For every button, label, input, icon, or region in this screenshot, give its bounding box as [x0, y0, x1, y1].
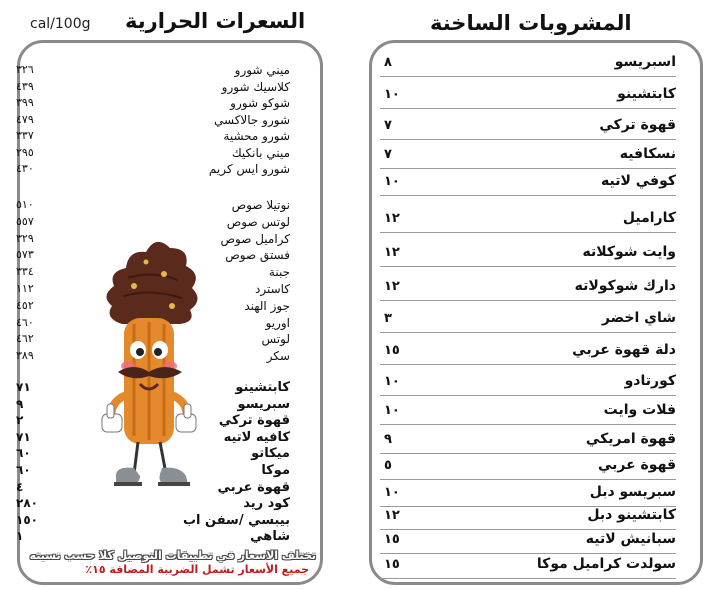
hot-drinks-title: المشروبات الساخنة	[430, 11, 632, 35]
drink-name: كاراميل	[622, 210, 676, 226]
calorie-item-value: ٥٧٣	[16, 248, 34, 262]
drink-price: ٨	[384, 55, 392, 70]
calorie-item-value: ٧١	[16, 429, 31, 444]
calorie-item-value: ٦٠	[16, 463, 31, 477]
delivery-price-note: تختلف الاسعار في تطبيقات التوصيل كلا حسب نسبته	[29, 549, 316, 562]
calorie-item-value: ١	[16, 529, 24, 544]
churro-mascot-illustration	[94, 226, 206, 496]
calorie-row	[0, 113, 290, 128]
drink-price: ١٥	[384, 343, 400, 358]
drink-name: قهوة عربي	[597, 457, 676, 473]
calorie-item-value: ٣٢٩	[16, 231, 34, 245]
calorie-row	[0, 63, 290, 78]
calorie-row	[0, 146, 290, 161]
drink-row	[380, 342, 676, 365]
calorie-item-value: ٥٥٧	[16, 214, 34, 228]
drink-row	[380, 86, 676, 109]
calorie-item-name: كود ريد	[243, 496, 290, 512]
drink-price: ١٠	[384, 374, 400, 389]
calorie-item-name: كاسترد	[254, 282, 290, 296]
calorie-item-value: ٣٩٩	[16, 96, 34, 109]
drink-name: كوفي لاتيه	[600, 173, 676, 189]
calorie-item-name: لوتس صوص	[226, 214, 290, 229]
calorie-item-value: ٤٣٩	[16, 79, 34, 93]
calorie-item-value: ٣٢٦	[16, 63, 34, 76]
drink-price: ٩	[384, 432, 392, 447]
drink-price: ٧	[384, 147, 392, 162]
drink-row	[380, 402, 676, 425]
drink-row	[380, 310, 676, 333]
calorie-item-name: شورو جالاكسي	[214, 112, 290, 127]
calorie-item-value: ٤٥٢	[16, 298, 34, 312]
drink-name: فلات وايت	[603, 402, 676, 418]
calorie-item-name: ميني بانكيك	[231, 145, 290, 160]
drink-row	[380, 373, 676, 396]
drink-name: وايت شوكلاته	[582, 244, 676, 260]
drink-name: كابتشينو دبل	[587, 507, 676, 523]
drink-price: ٧	[384, 118, 392, 133]
drink-row	[380, 484, 676, 507]
drink-name: شاي اخضر	[601, 310, 676, 326]
calorie-item-name: فستق صوص	[225, 248, 290, 263]
drink-price: ١٢	[384, 508, 400, 523]
calorie-item-value: ٧١	[16, 380, 31, 394]
calorie-item-value: ٦٠	[16, 446, 31, 461]
calorie-item-name: كافيه لاتيه	[223, 429, 290, 445]
calorie-row	[0, 496, 290, 511]
drink-name: اسبريسو	[614, 54, 676, 70]
drink-price: ١٠	[384, 174, 400, 189]
drink-price: ٥	[384, 458, 392, 473]
drink-price: ١٠	[384, 87, 400, 102]
calorie-item-value: ٤٦٢	[16, 332, 34, 346]
drink-name: كورتادو	[624, 373, 676, 389]
calorie-item-name: لوتس	[261, 332, 290, 347]
calorie-item-value: ٢٩٥	[16, 145, 34, 159]
drink-row	[380, 457, 676, 480]
drink-row	[380, 556, 676, 579]
drink-row	[380, 210, 676, 233]
calorie-item-name: كراميل صوص	[220, 231, 290, 246]
drink-price: ١٥	[384, 557, 400, 572]
calorie-item-value: ٢	[16, 413, 24, 428]
calorie-item-value: ٥١٠	[16, 198, 34, 211]
drink-row	[380, 244, 676, 267]
calorie-item-name: ميكاتو	[251, 446, 290, 462]
calorie-item-name: نوتيلا صوص	[231, 198, 290, 212]
calorie-item-name: شورو محشية	[223, 129, 290, 143]
drink-name: قهوة تركي	[599, 117, 676, 133]
calorie-item-value: ٤٦٠	[16, 315, 34, 329]
calorie-item-name: شاهي	[250, 529, 290, 545]
calorie-item-value: ٢٨٠	[16, 496, 38, 511]
calorie-row	[0, 96, 290, 111]
calories-title: السعرات الحرارية	[125, 9, 306, 33]
drink-price: ١٢	[384, 211, 400, 226]
calorie-item-value: ٣٨٩	[16, 349, 34, 363]
drink-price: ١٢	[384, 245, 400, 260]
drink-price: ١٠	[384, 485, 400, 500]
calorie-item-value: ٣٣٧	[16, 129, 34, 142]
drink-row	[380, 117, 676, 140]
calorie-item-value: ٤	[16, 479, 24, 494]
drink-row	[380, 278, 676, 301]
calorie-row	[0, 129, 290, 144]
calorie-item-name: كابتشينو	[235, 380, 290, 395]
drink-name: قهوة امريكي	[585, 431, 676, 447]
calorie-item-value: ٤٣٠	[16, 162, 34, 175]
drink-row	[380, 431, 676, 454]
calorie-row	[0, 513, 290, 528]
drink-name: دارك شوكولاته	[574, 278, 676, 294]
drink-price: ١٠	[384, 403, 400, 418]
drink-name: سبريسو دبل	[589, 484, 676, 500]
calorie-item-name: قهوة عربي	[217, 479, 290, 495]
calorie-row	[0, 162, 290, 177]
calorie-item-name: كلاسيك شورو	[221, 79, 290, 94]
drink-price: ١٢	[384, 279, 400, 294]
drink-row	[380, 173, 676, 196]
calorie-item-name: شورو ايس كريم	[208, 162, 290, 176]
drink-row	[380, 507, 676, 530]
calorie-item-value: ٣٣٤	[16, 265, 34, 279]
calorie-row	[0, 80, 290, 95]
drink-row	[380, 146, 676, 169]
calorie-item-name: شوكو شورو	[230, 96, 290, 110]
calorie-item-value: ١٥٠	[16, 512, 38, 527]
calorie-item-name: موكا	[261, 463, 290, 478]
drink-price: ٣	[384, 311, 392, 326]
calorie-item-name: ميني شورو	[234, 63, 290, 77]
calorie-row	[0, 529, 290, 544]
drink-name: نسكافيه	[619, 146, 676, 162]
calorie-item-value: ٩	[16, 396, 24, 411]
drink-name: سولدت كراميل موكا	[536, 556, 676, 572]
calorie-item-name: بيبسي /سفن اب	[182, 512, 290, 528]
drink-name: كابتشينو	[617, 86, 676, 102]
drink-name: سبانيش لاتيه	[585, 531, 676, 547]
calorie-item-name: جوز الهند	[244, 298, 290, 313]
vat-note: جميع الأسعار تشمل الضريبة المضافة ١٥٪	[85, 563, 309, 576]
calorie-row	[0, 198, 290, 213]
calorie-item-name: جبنة	[268, 265, 290, 280]
drink-price: ١٥	[384, 532, 400, 547]
drink-row	[380, 531, 676, 554]
calorie-item-value: ٤٧٩	[16, 112, 34, 126]
drink-row	[380, 54, 676, 77]
calorie-item-value: ١١٢	[16, 282, 34, 295]
calorie-item-name: سكر	[266, 349, 290, 364]
drink-name: دلة قهوة عربي	[572, 342, 676, 358]
calorie-item-name: سبريسو	[237, 396, 290, 412]
calorie-item-name: اوريو	[265, 315, 290, 330]
calories-unit: cal/100g	[30, 16, 91, 32]
calorie-item-name: قهوة تركي	[218, 413, 290, 429]
